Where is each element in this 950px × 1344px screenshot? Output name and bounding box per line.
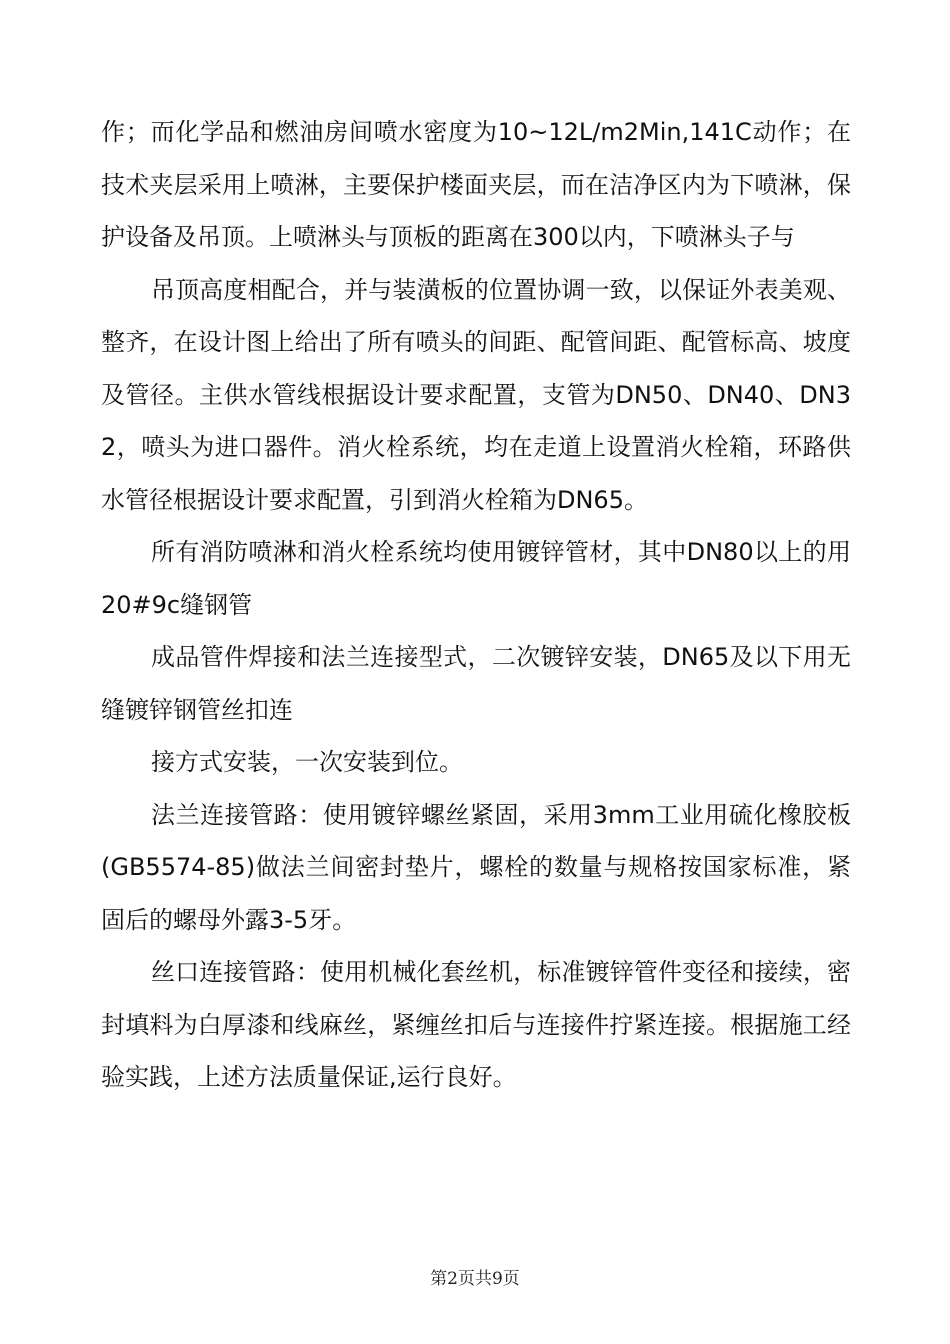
paragraph-7: 丝口连接管路：使用机械化套丝机，标准镀锌管件变径和接续，密封填料为白厚漆和线麻丝，紧缠丝扣后与连接件拧紧连接。根据施工经验实践，上述方法质量保证,运行良好。 (101, 958, 851, 1091)
paragraph-1: 作；而化学品和燃油房间喷水密度为10~12L/m2Min,141C动作；在技术夹层采用上喷淋，主要保护楼面夹层，而在洁净区内为下喷淋，保护设备及吊顶。上喷淋头与顶板的距离在300以内，下喷淋头子与 (101, 118, 851, 251)
paragraph-6: 法兰连接管路：使用镀锌螺丝紧固，采用3mm工业用硫化橡胶板(GB5574-85)做法兰间密封垫片，螺栓的数量与规格按国家标准，紧固后的螺母外露3-5牙。 (101, 800, 851, 934)
page-number-footer: 第2页共9页 (430, 1269, 520, 1289)
document-body (101, 106, 851, 1104)
paragraph-2: 吊顶高度相配合，并与装潢板的位置协调一致，以保证外表美观、整齐，在设计图上给出了所有喷头的间距、配管间距、配管标高、坡度及管径。主供水管线根据设计要求配置，支管为DN50、DN40、DN32，喷头为进口器件。消火栓系统，均在走道上设置消火栓箱，环路供水管径根据设计要求配置，引到消火栓箱为DN65。 (101, 275, 851, 514)
paragraph-5: 接方式安装，一次安装到位。 (151, 748, 463, 776)
paragraph-3: 所有消防喷淋和消火栓系统均使用镀锌管材，其中DN80以上的用20#9c缝钢管 (101, 538, 851, 619)
paragraph-4: 成品管件焊接和法兰连接型式，二次镀锌安装，DN65及以下用无缝镀锌钢管丝扣连 (101, 643, 851, 724)
